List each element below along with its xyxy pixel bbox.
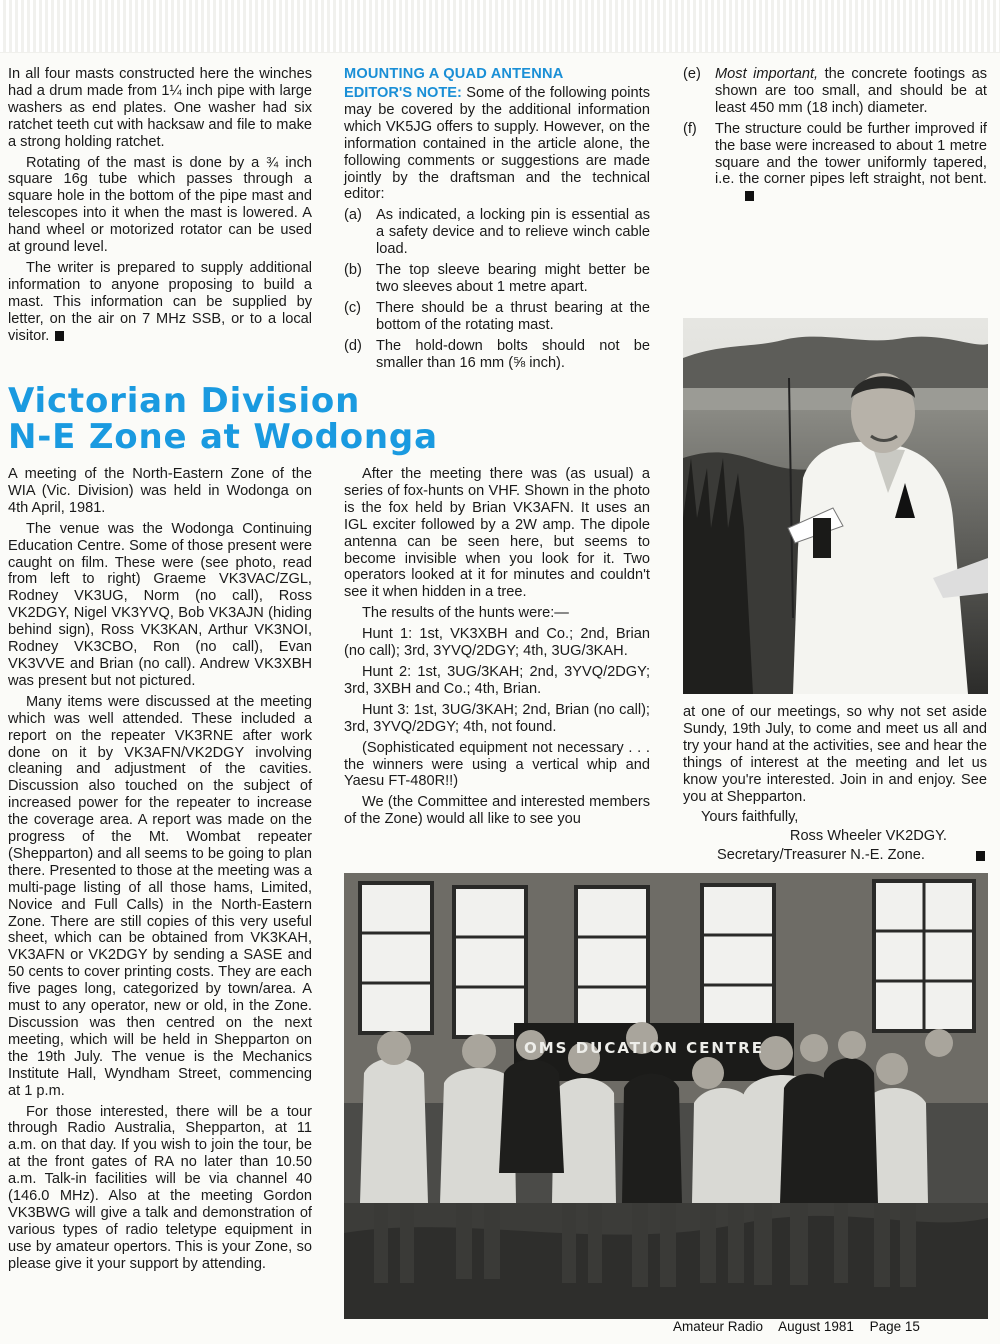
list-item: (d) The hold-down bolts should not be smaller than 16 mm (⅝ inch). (344, 337, 650, 371)
signoff-title-row (683, 847, 987, 864)
paragraph: (Sophisticated equipment not necessary . . . the winners were using a vertical whip and Yaesu FT-480R!!) (344, 739, 650, 790)
paragraph: at one of our meetings, so why not set aside Sundy, 19th July, to come and meet us all and try your hand at the activities, see and hear the things of interest at the meeting and let us know you're interested. Join in and enjoy. See you at Shepparton. (683, 704, 987, 805)
headline-line: N-E Zone at Wodonga (8, 417, 438, 457)
paragraph: For those interested, there will be a tour through Radio Australia, Shepparton, at 11 a.m. on that day. If you wish to join the tour, be at the front gates of RA no later than 10.50 a.m. Talk-in facilities will be via channel 40 (146.0 MHz). Also at the meeting Gordon VK3BWG will give a talk and demonstration of various types of radio teletype equipment in use by amateur opertors. This is your Zone, so please give it your support by attending. (8, 1103, 312, 1272)
paragraph: The writer is prepared to supply additional information to anyone proposing to build a mast. This information can be supplied by letter, on the air on 7 MHz SSB, or to a local visitor. (8, 259, 312, 344)
publication-name: Amateur Radio (673, 1319, 764, 1334)
list-item: (c) There should be a thrust bearing at the bottom of the rotating mast. (344, 299, 650, 333)
editors-note (344, 66, 650, 376)
photo-fox-holder-image (683, 318, 988, 694)
paragraph: Hunt 1: 1st, VK3XBH and Co.; 2nd, Brian (no call); 3rd, 3YVQ/2DGY; 4th, 3UG/3KAH. (344, 626, 650, 660)
photo-fox-holder (683, 318, 988, 694)
photo-group (344, 873, 988, 1319)
article-column-2 (344, 466, 650, 832)
paragraph: Rotating of the mast is done by a ¾ inch square 16g tube which passes through a square hole in the bottom of the pipe mast and telescopes into it when the mast is lowered. A hand wheel or motorized rotator can be used at ground level. (8, 154, 312, 256)
photo-group-image (344, 873, 988, 1319)
photo-sign-text: OMS DUCATION CENTRE (524, 1039, 764, 1057)
paragraph: Many items were discussed at the meeting which was well attended. These included a report on the repeater VK3RNE after work done on it by VK3AFN/VK2DGY involving cleaning and adjustment of the cavities. Discussion also touched on the subject of increased power for the repeater to increase the coverage area. A report was made on the progress of the Mt. Wombat repeater (Shepparton) and all seems to be going to plan there. Presented to those at the meeting was a multi-page listing of all those hams, Limited, Novice and Full Calls) in the North-Eastern Zone. There are still copies of this very useful sheet, which can be obtained from VK3KAH, VK3AFN or VK2DGY by sending a SASE and 50 cents to cover printing costs. They are each five pages long, categorized by town/area. A must to any operator, new or old, in the Zone. Discussion was then centred on the next meeting, which will be held in Shepparton on the 19th July. The venue is the Mechanics Institute Hall, Wyndham Street, commencing at 1 p.m. (8, 693, 312, 1099)
paragraph: EDITOR'S NOTE: Some of the following points may be covered by the additional information which VK5JG offers to supply. However, on the information contained in the article alone, the following comments or suggestions are made jointly by the draftsman and the technical editor: (344, 85, 650, 203)
section-kicker: MOUNTING A QUAD ANTENNA (344, 66, 564, 82)
page-number: Page 15 (869, 1319, 920, 1334)
paragraph: Hunt 2: 1st, 3UG/3KAH; 2nd, 3YVQ/2DGY; 3rd, 3XBH and Co.; 4th, Brian. (344, 663, 650, 697)
paragraph: Hunt 3: 1st, 3UG/3KAH; 2nd, Brian (no call); 3rd, 3YVQ/2DGY; 4th, not found. (344, 701, 650, 735)
headline-line: Victorian Division (8, 381, 361, 421)
signoff-name: Ross Wheeler VK2DGY. (789, 828, 947, 845)
article-column-3 (683, 704, 987, 864)
signoff-title: Secretary/Treasurer N.-E. Zone. (717, 847, 925, 864)
signoff-closing: Yours faithfully, (701, 809, 799, 826)
editors-note-label: EDITOR'S NOTE: (344, 85, 462, 101)
paragraph: The results of the hunts were:— (362, 605, 569, 622)
suggestion-list (344, 207, 650, 371)
list-item: (e) Most important, the concrete footings as shown are too small, and should be at least 450 mm (18 inch) diameter. (683, 66, 987, 116)
list-item: (a) As indicated, a locking pin is essential as a safety device and to relieve winch cable load. (344, 207, 650, 258)
end-mark (745, 191, 754, 201)
end-mark (55, 331, 64, 341)
list-item: (b) The top sleeve bearing might better be two sleeves about 1 metre apart. (344, 262, 650, 295)
article-headline (8, 383, 608, 455)
suggestion-list (683, 66, 987, 205)
paragraph: After the meeting there was (as usual) a series of fox-hunts on VHF. Shown in the photo is the fox held by Brian VK3AFN. It uses an IGL exciter followed by a 2W amp. The dipole antenna can be seen here, but seems to become invisible when you look for it. Two operators looked at it for minutes and couldn't see it when hidden in a tree. (344, 466, 650, 601)
paragraph: A meeting of the North-Eastern Zone of the WIA (Vic. Division) was held in Wodonga on 4th April, 1981. (8, 466, 312, 516)
list-item: (f) The structure could be further improved if the base were increased to about 1 metre square and the tower uniformly tapered, i.e. the corner pipes left straight, not bent. (683, 121, 987, 206)
article-column-1 (8, 466, 312, 1277)
top-edge-band (0, 0, 1000, 53)
paragraph: The venue was the Wodonga Continuing Education Centre. Some of those present were caught on film. These were (see photo, read from left to right) Graeme VK3VAC/ZGL, Rodney VK3UG, Norm (no call), Ross VK2DGY, Nigel VK3YVQ, Bob VK3AJN (hiding behind sign), Ross VK3KAN, Arthur VK3NOI, Rodney VK3CBO, Ron (no call), Evan VK3VVE and Brian (no call). Andrew VK3XBH was present but not pictured. (8, 520, 312, 689)
mast-article-end (8, 66, 312, 349)
paragraph: We (the Committee and interested members of the Zone) would all like to see you (344, 794, 650, 828)
paragraph: In all four masts constructed here the winches had a drum made from 1¼ inch pipe with large washers as end plates. One washer had six ratchet teeth cut with hacksaw and file to make a strong holding ratchet. (8, 66, 312, 150)
editors-note-continued (683, 66, 987, 209)
issue-date: August 1981 (778, 1319, 854, 1334)
page-footer (673, 1319, 920, 1334)
end-mark (976, 851, 985, 861)
